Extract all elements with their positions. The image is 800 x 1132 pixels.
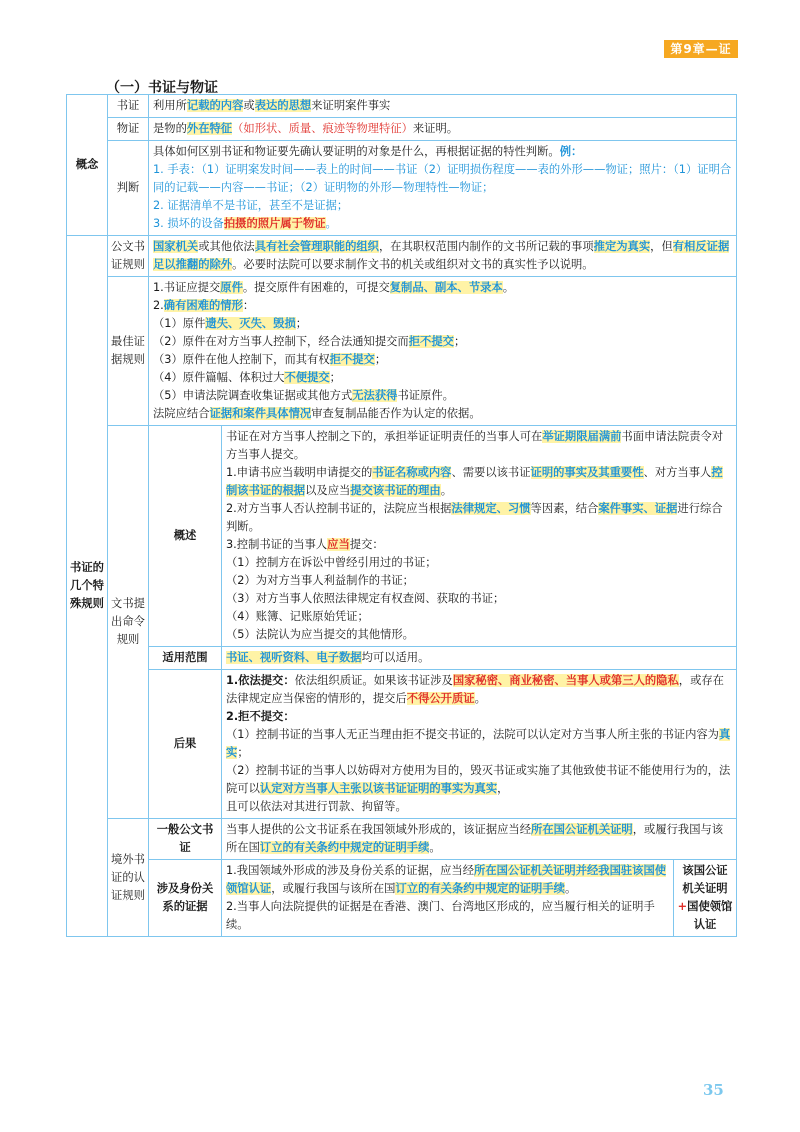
text-shuzheng: 利用所记载的内容或表达的思想来证明案件事实 — [149, 95, 737, 118]
text-wuzheng: 是物的外在特征（如形状、质量、痕迹等物理特征）来证明。 — [149, 118, 737, 141]
text-overview: 书证在对方当事人控制之下的，承担举证证明责任的当事人可在举证期限届满前书面申请法院责令对方当事人提交。 1.申请书应当载明申请提交的书证名称或内容、需要以该书证证明的事实及其重要性、对方当事人控制该书证的根据以及应当提交该书证的理由。 2.对方当事人否认控制书证的，法院应当根据法律规定、习惯等因素，结合案件事实、证据进行综合判断。 3.控制书证的当事人应当提交： （1）控制方在诉讼中曾经引用过的书证； （2）为对方当事人利益制作的书证； （3）对方当事人依照法律规定有权查阅、获取的书证； （4）账簿、记账原始凭证； （5）法院认为应当提交的其他情形。 — [222, 426, 737, 647]
label-overview: 概述 — [149, 426, 222, 647]
category-special: 书证的几个特殊规则 — [67, 236, 108, 937]
row-judge — [67, 141, 737, 236]
text-scope: 书证、视听资料、电子数据均可以适用。 — [222, 647, 737, 670]
row-shuzheng — [67, 95, 737, 118]
evidence-table — [66, 94, 737, 937]
label-wuzheng: 物证 — [108, 118, 149, 141]
label-identity: 涉及身份关系的证据 — [149, 860, 222, 937]
row-official — [67, 236, 737, 277]
label-scope: 适用范围 — [149, 647, 222, 670]
label-general: 一般公文书证 — [149, 819, 222, 860]
label-result: 后果 — [149, 670, 222, 819]
text-best: 1.书证应提交原件。提交原件有困难的，可提交复制品、副本、节录本。 2.确有困难的情形： （1）原件遗失、灭失、毁损； （2）原件在对方当事人控制下，经合法通知提交而拒不提交； （3）原件在他人控制下，而其有权拒不提交； （4）原件篇幅、体积过大不便提交； （5）申请法院调查收集证据或其他方式无法获得书证原件。 法院应结合证据和案件具体情况审查复制品能否作为认定的依据。 — [149, 277, 737, 426]
chapter-tab: 第9章—证据 — [664, 40, 738, 58]
row-best — [67, 277, 737, 426]
row-foreign-general — [67, 819, 737, 860]
text-general: 当事人提供的公文书证系在我国领域外形成的，该证据应当经所在国公证机关证明，或履行我国与该所在国订立的有关条约中规定的证明手续。 — [222, 819, 737, 860]
label-official: 公文书证规则 — [108, 236, 149, 277]
label-best: 最佳证据规则 — [108, 277, 149, 426]
text-judge: 具体如何区别书证和物证要先确认要证明的对象是什么，再根据证据的特性判断。例： 1. 手表：（1）证明案发时间——表上的时间——书证（2）证明损伤程度——表的外形——物证；照片：（1）证明合同的记载——内容——书证；（2）证明物的外形—物理特性—物证； 2. 证据清单不是书证，甚至不是证据； 3. 损坏的设备拍摄的照片属于物证。 — [149, 141, 737, 236]
label-order: 文书提出命令规则 — [108, 426, 149, 819]
page-number: 35 — [703, 1081, 724, 1099]
category-concept: 概念 — [67, 95, 108, 236]
row-foreign-identity — [67, 860, 737, 937]
row-order-result — [67, 670, 737, 819]
text-identity: 1.我国领域外形成的涉及身份关系的证据，应当经所在国公证机关证明并经我国驻该国使领馆认证，或履行我国与该所在国订立的有关条约中规定的证明手续。 2.当事人向法院提供的证据是在香港、澳门、台湾地区形成的，应当履行相关的证明手续。 — [222, 860, 674, 937]
row-wuzheng — [67, 118, 737, 141]
label-judge: 判断 — [108, 141, 149, 236]
label-shuzheng: 书证 — [108, 95, 149, 118]
side-note: 该国公证机关证明+国使领馆认证 — [674, 860, 737, 937]
row-order-scope — [67, 647, 737, 670]
label-foreign: 境外书证的认证规则 — [108, 819, 149, 937]
text-result: 1.依法提交：依法组织质证。如果该书证涉及国家秘密、商业秘密、当事人或第三人的隐私，或存在法律规定应当保密的情形的，提交后不得公开质证。 2.拒不提交： （1）控制书证的当事人无正当理由拒不提交书证的，法院可以认定对方当事人所主张的书证内容为真实； （2）控制书证的当事人以妨碍对方使用为目的，毁灭书证或实施了其他致使书证不能使用行为的，法院可以认定对方当事人主张以该书证证明的事实为真实， 且可以依法对其进行罚款、拘留等。 — [222, 670, 737, 819]
text-official: 国家机关或其他依法具有社会管理职能的组织，在其职权范围内制作的文书所记载的事项推定为真实，但有相反证据足以推翻的除外。必要时法院可以要求制作文书的机关或组织对文书的真实性予以说明。 — [149, 236, 737, 277]
section-title: （一）书证与物证 — [106, 80, 218, 96]
row-order-overview — [67, 426, 737, 647]
